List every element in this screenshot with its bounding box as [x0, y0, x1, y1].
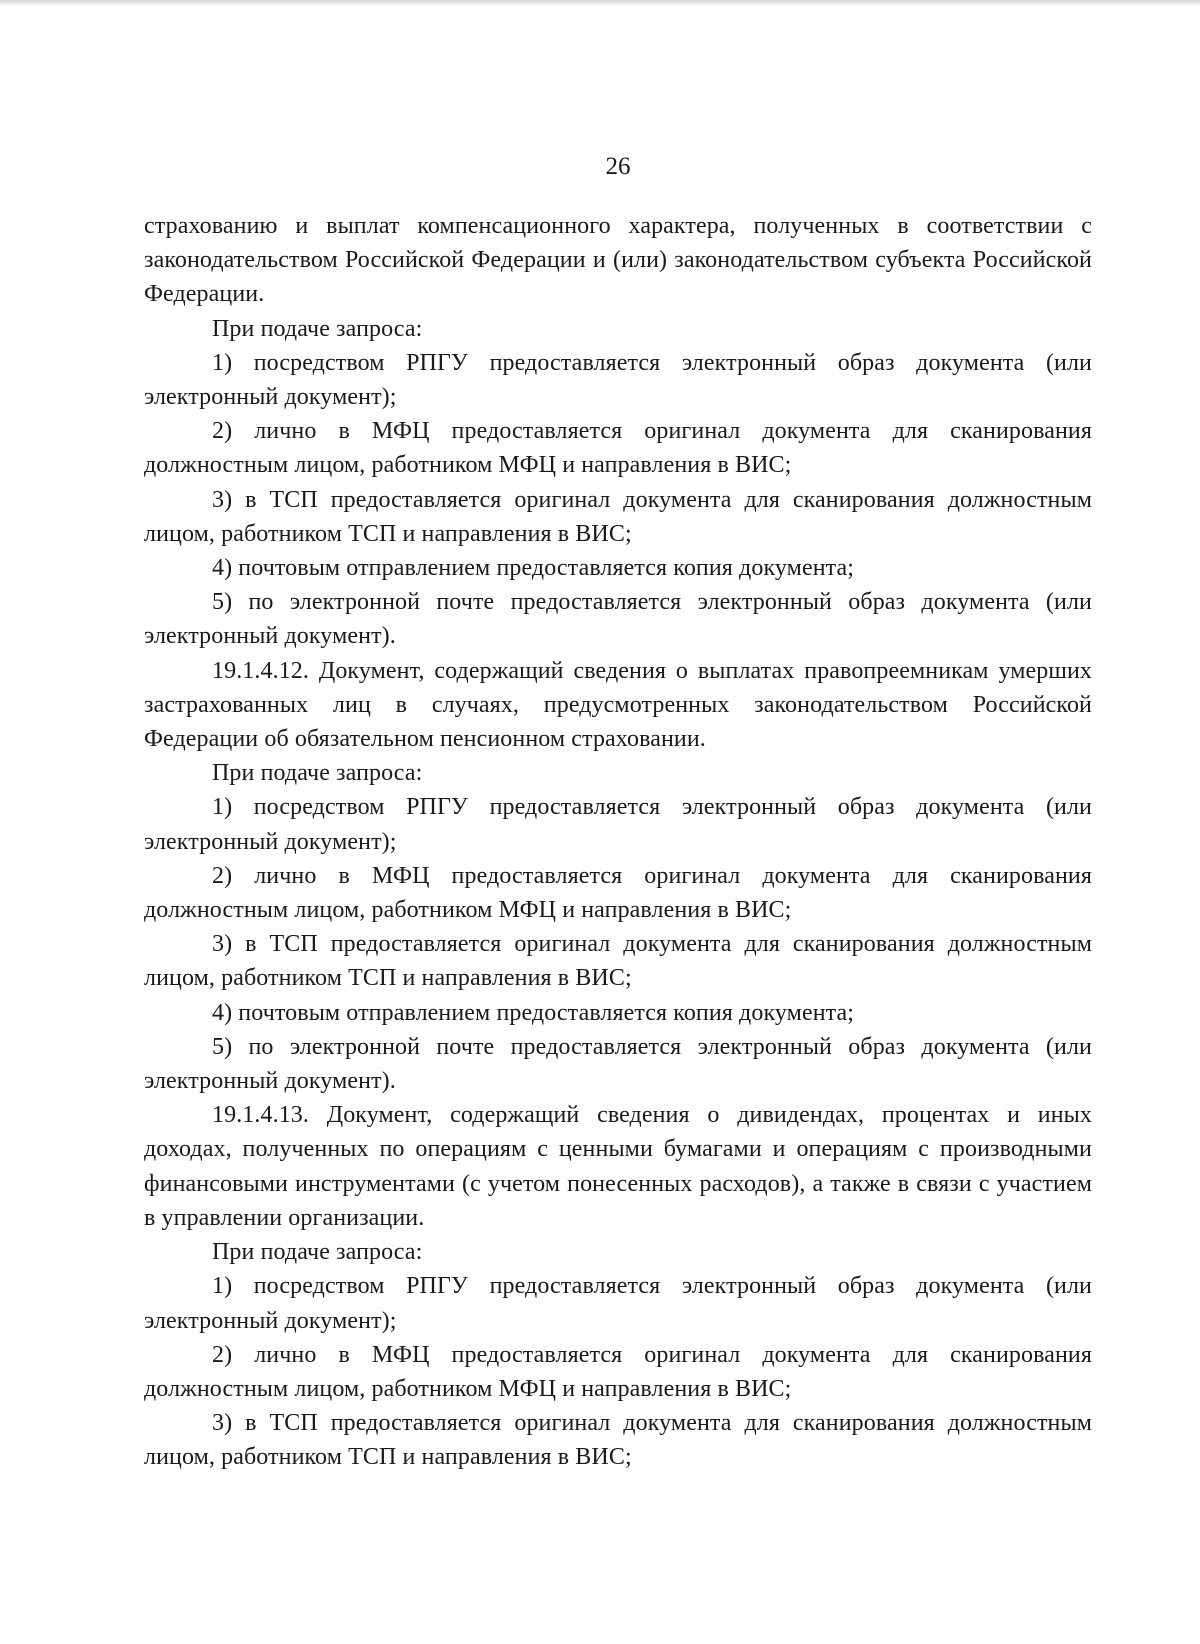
paragraph: 4) почтовым отправлением предоставляется копия документа; — [212, 555, 855, 582]
paragraph: 3) в ТСП предоставляется оригинал документа для сканирования должностным лицом, работником ТСП и направления в ВИС; — [144, 1410, 1092, 1471]
paragraph: 1) посредством РПГУ предоставляется электронный образ документа (или электронный документ); — [144, 794, 1092, 855]
paragraph: 1) посредством РПГУ предоставляется электронный образ документа (или электронный документ); — [144, 1273, 1092, 1334]
paragraph: 2) лично в МФЦ предоставляется оригинал документа для сканирования должностным лицом, работником МФЦ и направления в ВИС; — [144, 862, 1092, 924]
paragraph: 1) посредством РПГУ предоставляется электронный образ документа (или электронный документ); — [144, 349, 1092, 411]
paragraph: 4) почтовым отправлением предоставляется копия документа; — [212, 999, 855, 1026]
paragraph: При подаче запроса: — [212, 760, 423, 787]
paragraph: При подаче запроса: — [212, 315, 423, 342]
paragraph: 19.1.4.12. Документ, содержащий сведения о выплатах правопреемникам умерших застрахованных лиц в случаях, предусмотренных законодательством Российской Федерации об обязательном пенсионном страховании. — [144, 657, 1092, 753]
document-body — [144, 209, 1092, 1475]
paragraph: страхованию и выплат компенсационного характера, полученных в соответствии с законодательством Российской Федерации и (или) законодательством субъекта Российской Федерации. — [144, 213, 1092, 308]
page-number: 26 — [605, 153, 631, 180]
paragraph: 3) в ТСП предоставляется оригинал документа для сканирования должностным лицом, работником ТСП и направления в ВИС; — [144, 486, 1092, 547]
paragraph: 5) по электронной почте предоставляется электронный образ документа (или электронный документ). — [144, 589, 1092, 650]
paragraph: 2) лично в МФЦ предоставляется оригинал документа для сканирования должностным лицом, работником МФЦ и направления в ВИС; — [144, 418, 1092, 479]
paragraph: 19.1.4.13. Документ, содержащий сведения о дивидендах, процентах и иных доходах, полученных по операциям с ценными бумагами и операциям с производными финансовыми инструментами (с учетом понесенных расходов), а также в связи с участием в управлении организации. — [144, 1102, 1092, 1231]
paragraph: 5) по электронной почте предоставляется электронный образ документа (или электронный документ). — [144, 1033, 1092, 1095]
paragraph: При подаче запроса: — [212, 1239, 423, 1266]
paragraph: 2) лично в МФЦ предоставляется оригинал документа для сканирования должностным лицом, работником МФЦ и направления в ВИС; — [144, 1341, 1092, 1402]
scan-edge-shadow — [0, 0, 1200, 6]
paragraph: 3) в ТСП предоставляется оригинал документа для сканирования должностным лицом, работником ТСП и направления в ВИС; — [144, 931, 1092, 992]
